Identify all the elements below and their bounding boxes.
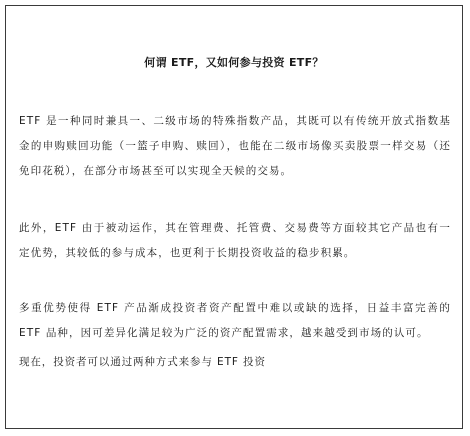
paragraph-asset-allocation: 多重优势使得 ETF 产品渐成投资者资产配置中难以或缺的选择，日益丰富完善的 ETF 品种，因可差异化满足较为广泛的资产配置需求，越来越受到市场的认可。 xyxy=(19,302,451,339)
paragraph-cost-advantage: 此外，ETF 由于被动运作，其在管理费、托管费、交易费等方面较其它产品也有一定优势，其较低的参与成本，也更利于长期投资收益的稳步积累。 xyxy=(19,222,451,259)
document-frame xyxy=(5,5,463,429)
document-title: 何谓 ETF，又如何参与投资 ETF？ xyxy=(144,56,324,69)
paragraph-participation: 现在，投资者可以通过两种方式来参与 ETF 投资 xyxy=(19,356,266,368)
paragraph-etf-definition: ETF 是一种同时兼具一、二级市场的特殊指数产品，其既可以有传统开放式指数基金的申购赎回功能（一篮子申购、赎回），也能在二级市场像买卖股票一样交易（还免印花税），在部分市场甚至可以实现全天候的交易。 xyxy=(19,115,451,177)
